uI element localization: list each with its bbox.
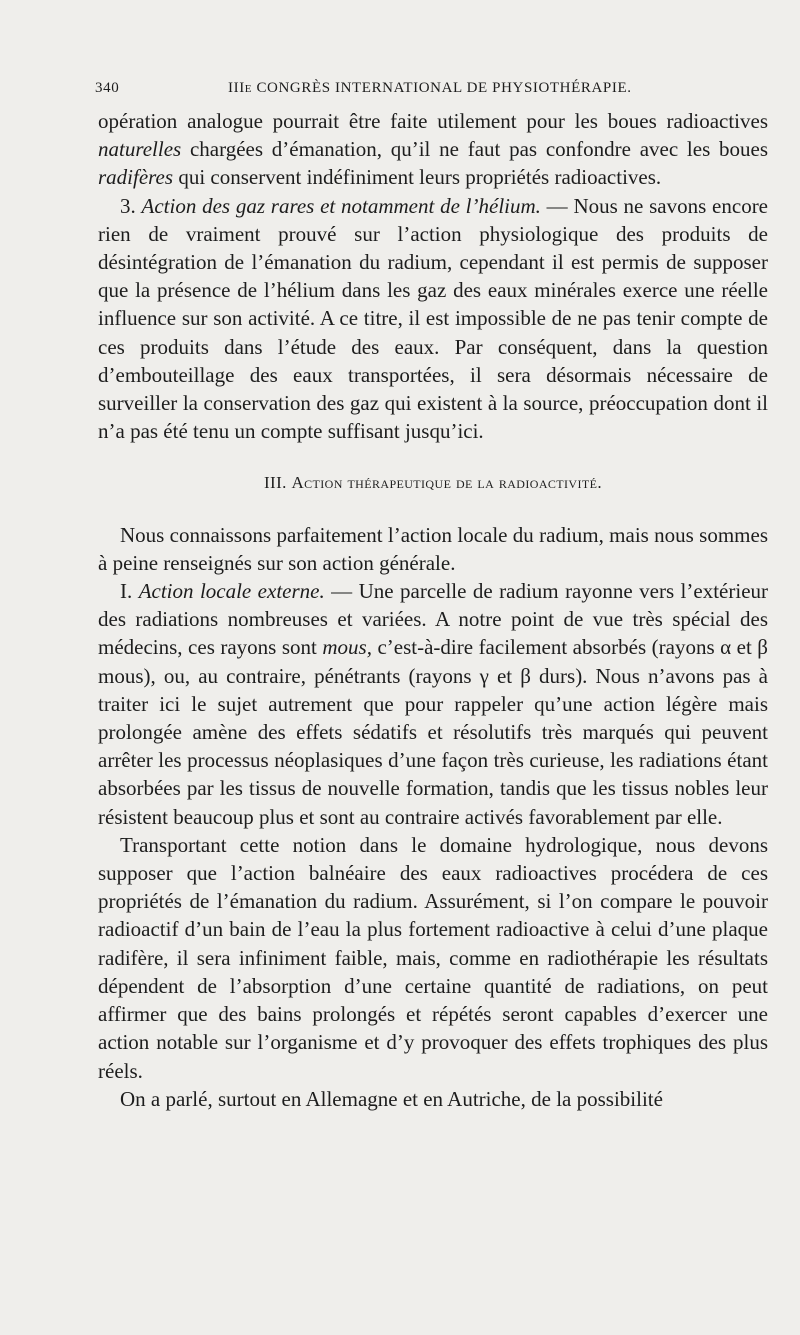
section-numeral: III. — [263, 473, 292, 493]
italic-term-soft: mous, — [322, 635, 372, 660]
paragraph-text: qui conservent indéfiniment leurs propriétés radioactives. — [173, 165, 662, 190]
paragraph-continuation: On a parlé, surtout en Allemagne et en Autriche, de la possibilité — [120, 1086, 663, 1111]
italic-term-radiferous: radifères — [98, 165, 174, 190]
paragraph-text: — Une parcelle de radium rayonne vers l’extérieur des radiations nombreuses et variées. A notre point de vue très spécial des médecins, ces rayons sont — [98, 579, 769, 660]
italic-subheading: Action locale externe. — [138, 579, 325, 604]
paragraph-text: chargées d’émanation, qu’il ne faut pas confondre avec les boues — [181, 137, 768, 162]
item-number: 3. — [120, 193, 142, 218]
page-body — [98, 107, 768, 1113]
section-title: Action thérapeutique de la radioactivité. — [291, 473, 603, 493]
section-heading — [98, 469, 768, 497]
italic-term-natural: naturelles — [98, 137, 182, 162]
paragraph-local-external-action — [98, 577, 768, 831]
page-number: 340 — [95, 80, 120, 96]
paragraph-text: c’est-à-dire facilement absorbés (rayons α et β mous), ou, au contraire, pénétrants (rayons γ et β durs). Nous n’avons pas à traiter ici le sujet autrement que pour rappeler qu’une action légère mais prolongée amène des effets sédatifs et résolutifs très marqués qui peuvent arrêter les processus néoplasiques d’une façon très curieuse, les radiations étant absorbées par les tissus de nouvelle formation, tandis que les tissus nobles leur résistent beaucoup plus et sont au contraire activés favorablement par elle. — [98, 635, 768, 829]
paragraph-radioactive-muds — [98, 107, 768, 192]
paragraph-radium-action: Nous connaissons parfaitement l’action locale du radium, mais nous sommes à peine renseignés sur son action générale. — [98, 522, 768, 575]
page-header — [95, 80, 767, 102]
italic-subheading: Action des gaz rares et notamment de l’hélium. — [141, 193, 541, 218]
paragraph-text: opération analogue pourrait être faite utilement pour les boues radioactives — [98, 109, 768, 133]
paragraph-rare-gases — [98, 192, 768, 446]
paragraph-hydrology: Transportant cette notion dans le domaine hydrologique, nous devons supposer que l’action balnéaire des eaux radioactives procédera de ces propriétés de l’émanation du radium. Assurément, si l’on compare le pouvoir radioactif d’un bain de l’eau la plus fortement radioactive à celui d’une plaque radifère, il sera infiniment faible, mais, comme en radiothérapie les résultats dépendent de l’absorption d’une certaine quantité de radiations, on peut affirmer que des bains prolongés et répétés seront capables d’exercer une action notable sur l’organisme et d’y provoquer des effets trophiques des plus réels. — [98, 832, 768, 1083]
paragraph-text: — Nous ne savons encore rien de vraiment prouvé sur l’action physiologique des produits de désintégration de l’émanation du radium, cependant il est permis de supposer que la présence de l’hélium dans les gaz des eaux minérales exerce une réelle influence sur son activité. A ce titre, il est impossible de ne pas tenir compte de ces produits dans l’étude des eaux. Par conséquent, dans la question d’embouteillage des eaux transportées, il sera désormais nécessaire de surveiller la conservation des gaz qui existent à la source, préoccupation dont il n’a pas été tenu un compte suffisant jusqu’ici. — [98, 193, 769, 444]
item-number: I. — [120, 579, 139, 604]
running-title: IIIe CONGRÈS INTERNATIONAL DE PHYSIOTHÉRAPIE. — [228, 80, 632, 96]
